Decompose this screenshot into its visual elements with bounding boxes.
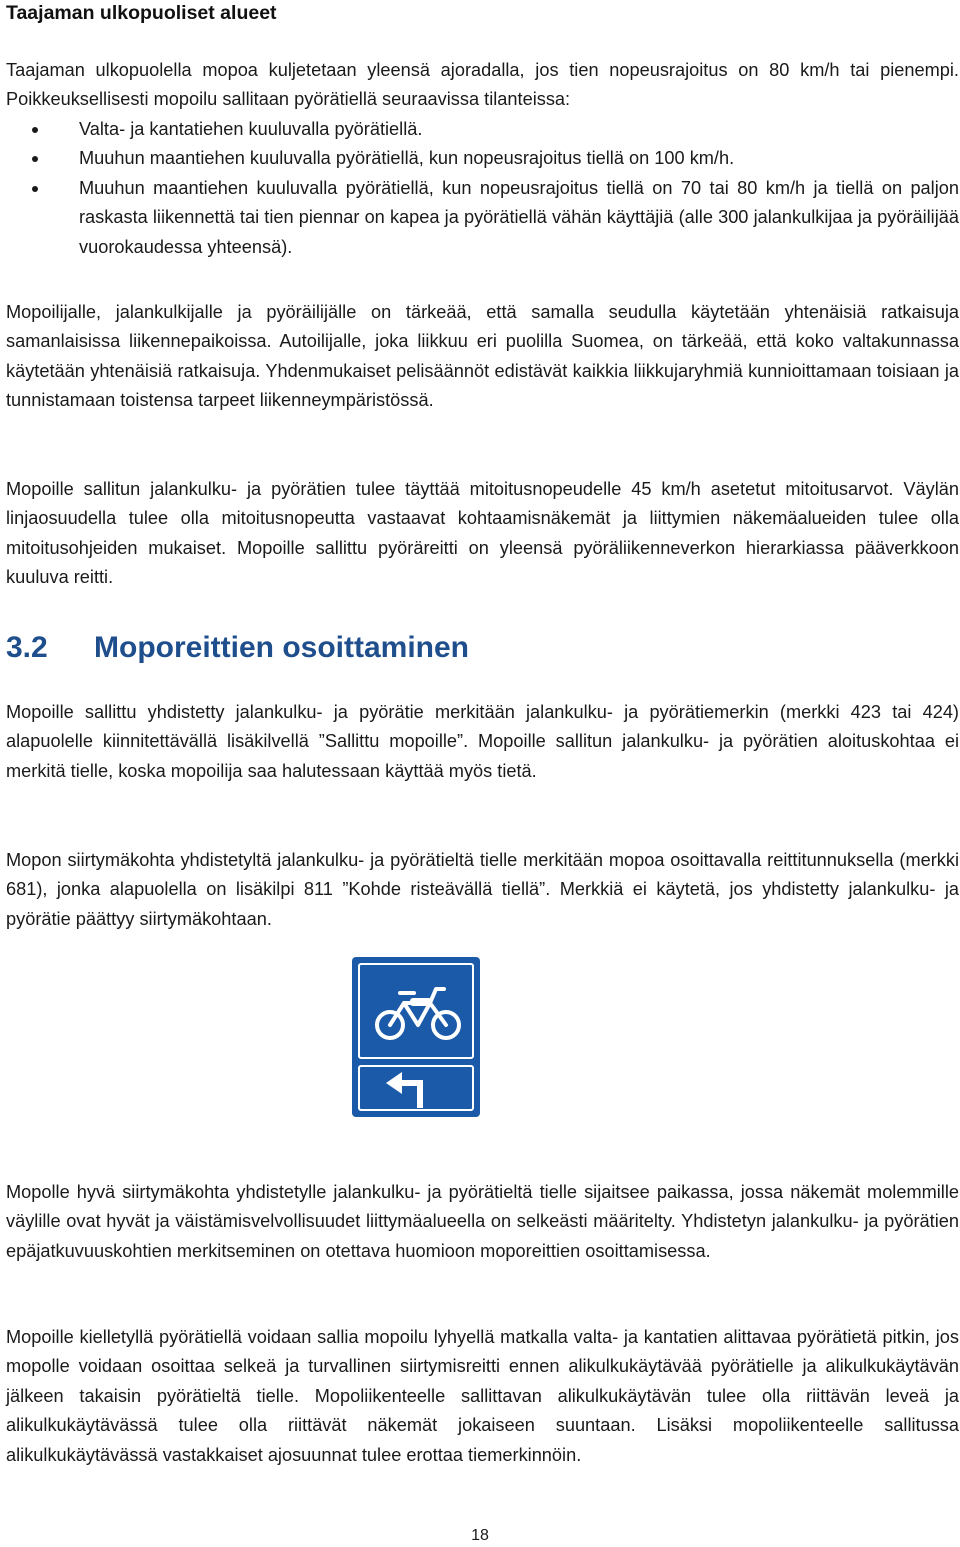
subsection-title: Moporeittien osoittaminen xyxy=(94,631,469,664)
body-paragraph: Mopoille sallittu yhdistetty jalankulku- ja pyörätie merkitään jalankulku- ja pyörätiemerkin (merkki 423 tai 424) alapuolelle kiinnitettävällä lisäkilvellä ”Sallittu mopoille”. Mopoille sallitun jalankulku- ja pyörätien aloituskohtaa ei merkitä tielle, koska mopoilija saa halutessaan käyttää myös tietä. xyxy=(6,702,959,781)
bullet-dot-icon xyxy=(32,186,38,192)
body-paragraph: Mopon siirtymäkohta yhdistetyltä jalankulku- ja pyörätieltä tielle merkitään mopoa osoittavalla reittitunnuksella (merkki 681), jonka alapuolella on lisäkilpi 811 ”Kohde risteävällä tiellä”. Merkkiä ei käytetä, jos yhdistetty jalankulku- ja pyörätie päättyy siirtymäkohtaan. xyxy=(6,850,959,929)
moped-icon xyxy=(360,965,472,1057)
body-paragraph: Mopolle hyvä siirtymäkohta yhdistetylle jalankulku- ja pyörätieltä tielle sijaitsee paikassa, jossa näkemät molemmille väylille ovat hyvät ja väistämisvelvollisuudet liittymäalueella on selkeästi määritelty. Yhdistetyn jalankulku- ja pyörätien epäjatkuvuuskohtien merkitseminen on otettava huomioon moporeittien osoittamisessa. xyxy=(6,1182,959,1261)
bullet-list xyxy=(6,115,959,262)
bullet-dot-icon xyxy=(32,127,38,133)
sign-top-panel xyxy=(358,963,474,1059)
subsection-number: 3.2 xyxy=(6,631,48,664)
subsection-heading xyxy=(6,628,959,672)
bullet-item: Muuhun maantiehen kuuluvalla pyörätiellä, kun nopeusrajoitus tiellä on 100 km/h. xyxy=(6,144,959,173)
body-paragraph: Mopoille kielletyllä pyörätiellä voidaan sallia mopoilu lyhyellä matkalla valta- ja kantatien alittavaa pyörätietä pitkin, jos mopolle voidaan osoittaa selkeä ja turvallinen siirtymisreitti ennen alikulkukäytävää pyörätielle ja alikulkukäytävän jälkeen takaisin pyörätieltä tielle. Mopoliikenteelle sallittavan alikulkukäytävän tulee olla riittävän leveä ja alikulkukäytävässä tulee olla riittävät näkemät jokaiseen suuntaan. Lisäksi mopoliikenteelle sallitussa alikulkukäytävässä vastakkaiset ajosuunnat tulee erottaa tiemerkinnöin. xyxy=(6,1327,959,1465)
body-paragraph: Mopoilijalle, jalankulkijalle ja pyöräilijälle on tärkeää, että samalla seudulla käytetään yhtenäisiä ratkaisuja samanlaisissa liikennepaikoissa. Autoilijalle, joka liikkuu eri puolilla Suomea, on tärkeää, että koko valtakunnassa käytetään yhtenäisiä ratkaisuja. Yhdenmukaiset pelisäännöt edistävät kaikkia liikkujaryhmiä kunnioittamaan toisiaan ja tunnistamaan toistensa tarpeet liikenneympäristössä. xyxy=(6,302,959,411)
bullet-item: Valta- ja kantatiehen kuuluvalla pyörätiellä. xyxy=(6,115,959,144)
bullet-item: Muuhun maantiehen kuuluvalla pyörätiellä, kun nopeusrajoitus tiellä on 70 tai 80 km/h ja tiellä on paljon raskasta liikennettä tai tien piennar on kapea ja pyörätiellä vähän käyttäjiä (alle 300 jalankulkijaa ja pyöräilijää vuorokaudessa yhteensä). xyxy=(6,174,959,262)
route-sign xyxy=(352,957,480,1117)
page-number: 18 xyxy=(471,1527,489,1544)
sign-bottom-panel xyxy=(358,1065,474,1111)
arrow-left-turn-icon xyxy=(360,1067,472,1109)
body-paragraph: Mopoille sallitun jalankulku- ja pyörätien tulee täyttää mitoitusnopeudelle 45 km/h asetetut mitoitusarvot. Väylän linjaosuudella tulee olla mitoitusnopeutta vastaavat kohtaamisnäkemät ja liittymien näkemäalueiden tulee olla mitoitusohjeiden mukaiset. Mopoille sallittu pyöräreitti on yleensä pyöräliikenneverkon hierarkiassa pääverkkoon kuuluva reitti. xyxy=(6,479,959,588)
section-heading: Taajaman ulkopuoliset alueet xyxy=(6,2,277,24)
bullet-dot-icon xyxy=(32,156,38,162)
intro-paragraph: Taajaman ulkopuolella mopoa kuljetetaan yleensä ajoradalla, jos tien nopeusrajoitus on 80 km/h tai pienempi. Poikkeuksellisesti mopoilu sallitaan pyörätiellä seuraavissa tilanteissa: xyxy=(6,60,959,110)
